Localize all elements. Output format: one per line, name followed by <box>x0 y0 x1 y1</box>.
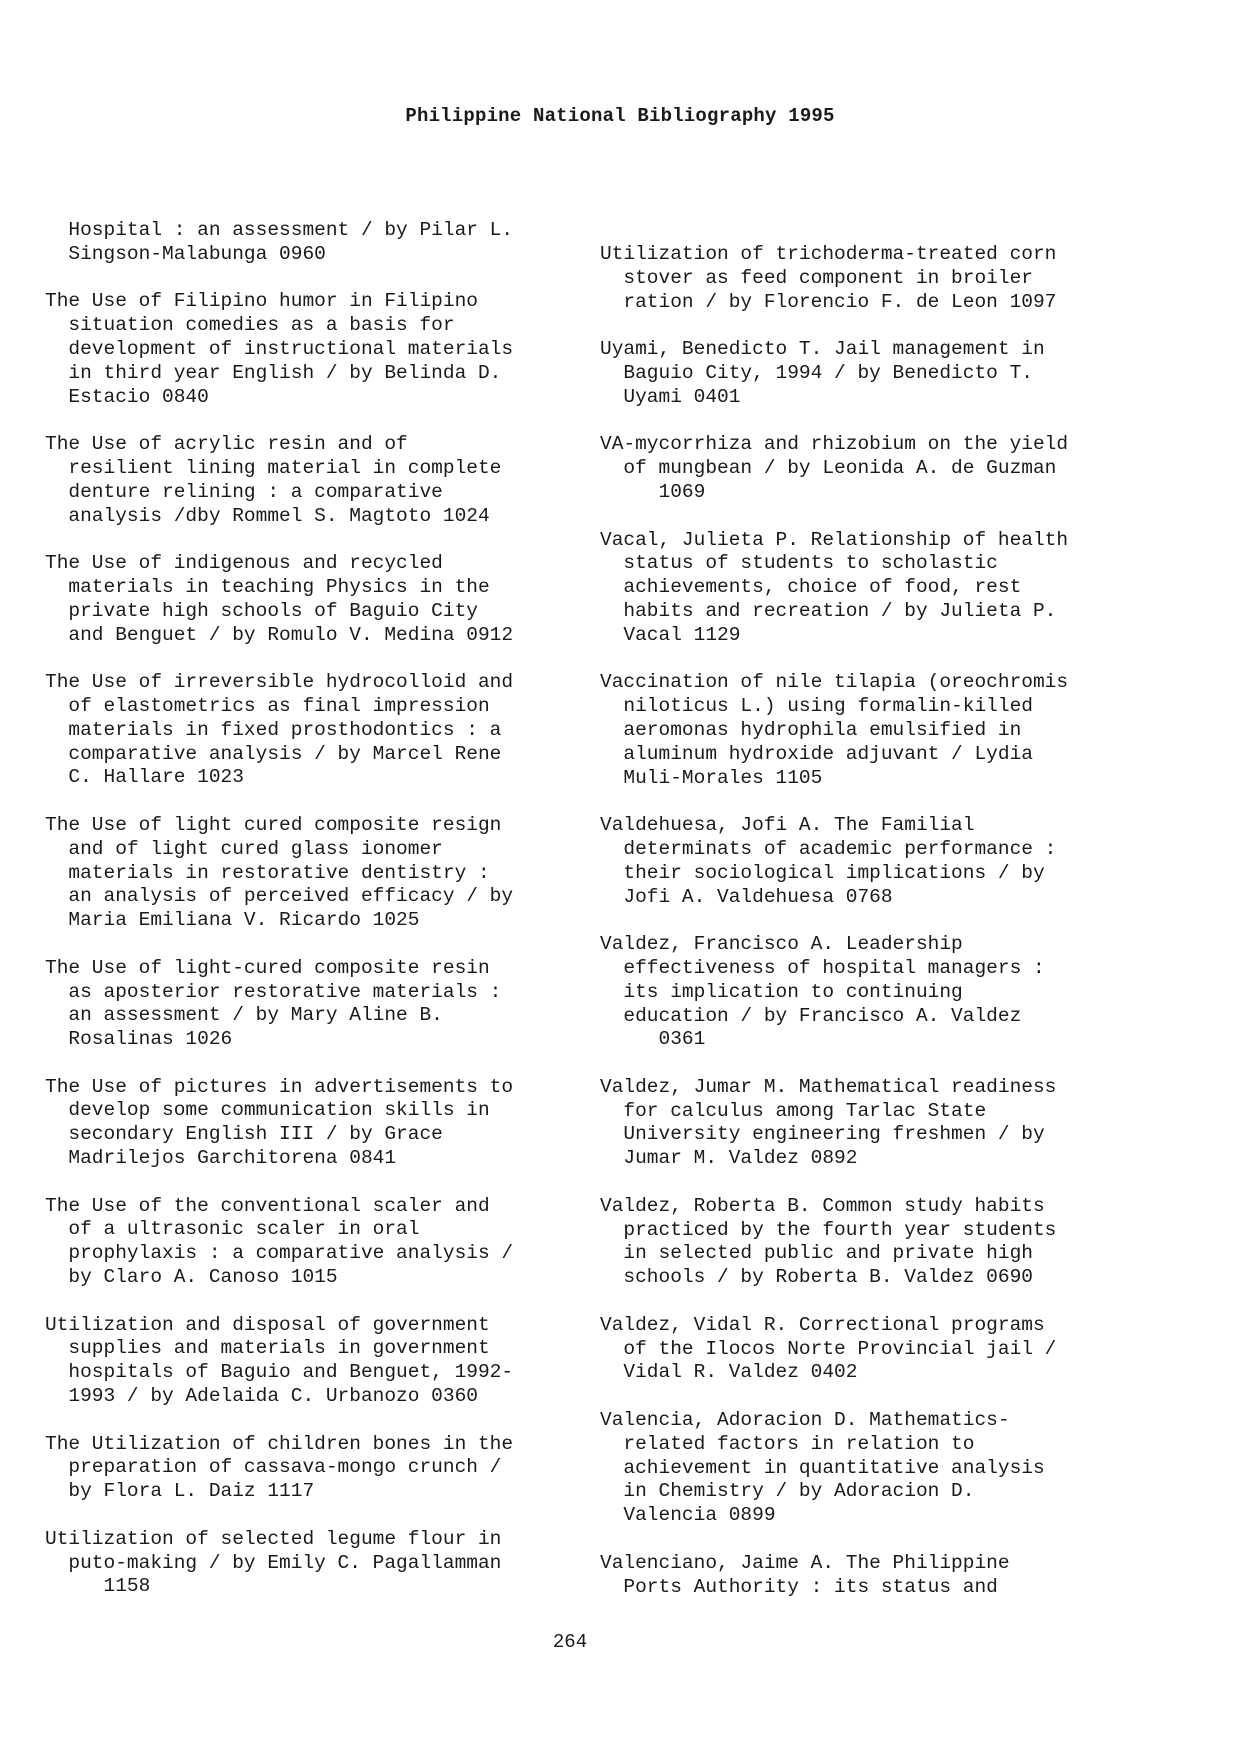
entry-line: situation comedies as a basis for <box>45 314 455 337</box>
entry-line: of a ultrasonic scaler in oral <box>45 1218 420 1241</box>
entry-line: of elastometrics as final impression <box>45 694 490 717</box>
entry-line: Rosalinas 1026 <box>45 1028 233 1051</box>
entry-line: prophylaxis : a comparative analysis / <box>45 1242 514 1265</box>
entry-line: for calculus among Tarlac State <box>600 1099 987 1122</box>
entry-line: Estacio 0840 <box>45 385 209 408</box>
bibliography-entry <box>600 433 1140 504</box>
entry-line: Utilization of trichoderma-treated corn <box>600 243 1057 265</box>
entry-line: Valdehuesa, Jofi A. The Familial <box>600 814 975 837</box>
entry-line: Hospital : an assessment / by Pilar L. <box>45 219 514 241</box>
bibliography-entry <box>45 957 585 1052</box>
entry-line: The Use of Filipino humor in Filipino <box>45 290 478 313</box>
bibliography-entry <box>600 1409 1140 1528</box>
entry-line: 1158 <box>45 1575 151 1598</box>
entry-line: analysis /dby Rommel S. Magtoto 1024 <box>45 504 490 527</box>
entry-line: The Use of pictures in advertisements to <box>45 1075 514 1098</box>
entry-line: materials in restorative dentistry : <box>45 861 490 884</box>
entry-line: supplies and materials in government <box>45 1337 490 1360</box>
entry-line: Valencia, Adoracion D. Mathematics- <box>600 1409 1010 1432</box>
entry-line: resilient lining material in complete <box>45 456 502 479</box>
entry-line: Valdez, Roberta B. Common study habits <box>600 1194 1045 1217</box>
entry-line: of the Ilocos Norte Provincial jail / <box>600 1337 1057 1360</box>
entry-line: Vacal, Julieta P. Relationship of health <box>600 528 1069 551</box>
entry-line: of mungbean / by Leonida A. de Guzman <box>600 457 1057 480</box>
entry-line: Utilization of selected legume flour in <box>45 1527 502 1550</box>
entry-line: The Use of acrylic resin and of <box>45 433 408 456</box>
bibliography-entry <box>600 243 1140 314</box>
bibliography-entry <box>600 529 1140 648</box>
bibliography-entry <box>45 1076 585 1171</box>
entry-line: The Use of light cured composite resign <box>45 813 502 836</box>
entry-line: status of students to scholastic <box>600 552 998 575</box>
entry-line: practiced by the fourth year students <box>600 1218 1057 1241</box>
entry-line: aeromonas hydrophila emulsified in <box>600 718 1022 741</box>
entry-line: schools / by Roberta B. Valdez 0690 <box>600 1266 1033 1289</box>
entry-line: as aposterior restorative materials : <box>45 980 502 1003</box>
entry-line: develop some communication skills in <box>45 1099 490 1122</box>
entry-line: Singson-Malabunga 0960 <box>45 242 326 265</box>
entry-line: ration / by Florencio F. de Leon 1097 <box>600 290 1057 313</box>
entry-line: C. Hallare 1023 <box>45 766 244 789</box>
entry-line: Utilization and disposal of government <box>45 1313 490 1336</box>
entry-line: in selected public and private high <box>600 1242 1033 1265</box>
bibliography-entry <box>45 1433 585 1504</box>
bibliography-entry <box>45 433 585 528</box>
entry-line: The Use of irreversible hydrocolloid and <box>45 671 514 694</box>
entry-line: Ports Authority : its status and <box>600 1575 998 1598</box>
entry-line: University engineering freshmen / by <box>600 1123 1045 1146</box>
entry-line: aluminum hydroxide adjuvant / Lydia <box>600 742 1033 765</box>
entry-line: Valencia 0899 <box>600 1504 776 1527</box>
entry-line: effectiveness of hospital managers : <box>600 956 1045 979</box>
bibliography-entry <box>600 338 1140 409</box>
entry-line: its implication to continuing <box>600 980 963 1003</box>
entry-line: by Flora L. Daiz 1117 <box>45 1480 315 1503</box>
entry-line: The Use of light-cured composite resin <box>45 956 490 979</box>
page-title: Philippine National Bibliography 1995 <box>405 105 835 127</box>
entry-line: niloticus L.) using formalin-killed <box>600 695 1033 718</box>
entry-line: Madrilejos Garchitorena 0841 <box>45 1147 397 1170</box>
bibliography-entry <box>45 814 585 933</box>
entry-line: achievements, choice of food, rest <box>600 576 1022 599</box>
bibliography-entry <box>600 671 1140 790</box>
entry-line: Valdez, Jumar M. Mathematical readiness <box>600 1075 1057 1098</box>
entry-line: determinats of academic performance : <box>600 837 1057 860</box>
entry-line: in third year English / by Belinda D. <box>45 361 502 384</box>
entry-line: Valdez, Francisco A. Leadership <box>600 933 963 956</box>
left-column <box>45 219 585 1623</box>
bibliography-entry <box>600 1076 1140 1171</box>
entry-line: Maria Emiliana V. Ricardo 1025 <box>45 909 420 932</box>
entry-line: secondary English III / by Grace <box>45 1123 443 1146</box>
bibliography-entry <box>600 1314 1140 1385</box>
entry-line: Vacal 1129 <box>600 623 741 646</box>
entry-line: Vaccination of nile tilapia (oreochromis <box>600 671 1069 694</box>
entry-line: and Benguet / by Romulo V. Medina 0912 <box>45 623 514 646</box>
entry-line: materials in teaching Physics in the <box>45 575 490 598</box>
entry-line: Valdez, Vidal R. Correctional programs <box>600 1313 1045 1336</box>
bibliography-entry <box>45 1528 585 1599</box>
bibliography-entry <box>45 290 585 409</box>
entry-line: and of light cured glass ionomer <box>45 837 443 860</box>
entry-line: stover as feed component in broiler <box>600 266 1033 289</box>
entry-line: Baguio City, 1994 / by Benedicto T. <box>600 361 1033 384</box>
entry-line: private high schools of Baguio City <box>45 599 478 622</box>
bibliography-entry <box>45 671 585 790</box>
entry-line: habits and recreation / by Julieta P. <box>600 599 1057 622</box>
right-column <box>600 243 1140 1623</box>
entry-line: puto-making / by Emily C. Pagallamman <box>45 1551 502 1574</box>
entry-line: in Chemistry / by Adoracion D. <box>600 1480 975 1503</box>
entry-line: related factors in relation to <box>600 1432 975 1455</box>
entry-line: Uyami 0401 <box>600 385 741 408</box>
entry-line: 0361 <box>600 1028 706 1051</box>
entry-line: by Claro A. Canoso 1015 <box>45 1266 338 1289</box>
entry-line: education / by Francisco A. Valdez <box>600 1004 1022 1027</box>
entry-line: The Utilization of children bones in the <box>45 1432 514 1455</box>
entry-line: an analysis of perceived efficacy / by <box>45 885 514 908</box>
page-number: 264 <box>552 1631 588 1653</box>
entry-line: development of instructional materials <box>45 337 514 360</box>
entry-line: an assessment / by Mary Aline B. <box>45 1004 443 1027</box>
bibliography-entry <box>600 1195 1140 1290</box>
entry-line: VA-mycorrhiza and rhizobium on the yield <box>600 433 1069 456</box>
bibliography-entry <box>600 814 1140 909</box>
entry-line: Uyami, Benedicto T. Jail management in <box>600 338 1045 361</box>
entry-line: Valenciano, Jaime A. The Philippine <box>600 1551 1010 1574</box>
entry-line: materials in fixed prosthodontics : a <box>45 718 502 741</box>
entry-line: hospitals of Baguio and Benguet, 1992- <box>45 1361 514 1384</box>
entry-line: achievement in quantitative analysis <box>600 1456 1045 1479</box>
entry-line: Jumar M. Valdez 0892 <box>600 1147 858 1170</box>
bibliography-entry <box>45 552 585 647</box>
entry-line: preparation of cassava-mongo crunch / <box>45 1456 502 1479</box>
bibliography-entry <box>45 1195 585 1290</box>
entry-line: Muli-Morales 1105 <box>600 766 823 789</box>
bibliography-entry <box>45 219 585 267</box>
entry-line: comparative analysis / by Marcel Rene <box>45 742 502 765</box>
entry-line: Jofi A. Valdehuesa 0768 <box>600 885 893 908</box>
bibliography-entry <box>45 1314 585 1409</box>
entry-line: Vidal R. Valdez 0402 <box>600 1361 858 1384</box>
entry-line: 1993 / by Adelaida C. Urbanozo 0360 <box>45 1385 478 1408</box>
entry-line: The Use of the conventional scaler and <box>45 1194 490 1217</box>
entry-line: their sociological implications / by <box>600 861 1045 884</box>
bibliography-entry <box>600 933 1140 1052</box>
entry-line: denture relining : a comparative <box>45 480 443 503</box>
bibliography-entry <box>600 1552 1140 1600</box>
entry-line: 1069 <box>600 480 706 503</box>
entry-line: The Use of indigenous and recycled <box>45 552 443 575</box>
